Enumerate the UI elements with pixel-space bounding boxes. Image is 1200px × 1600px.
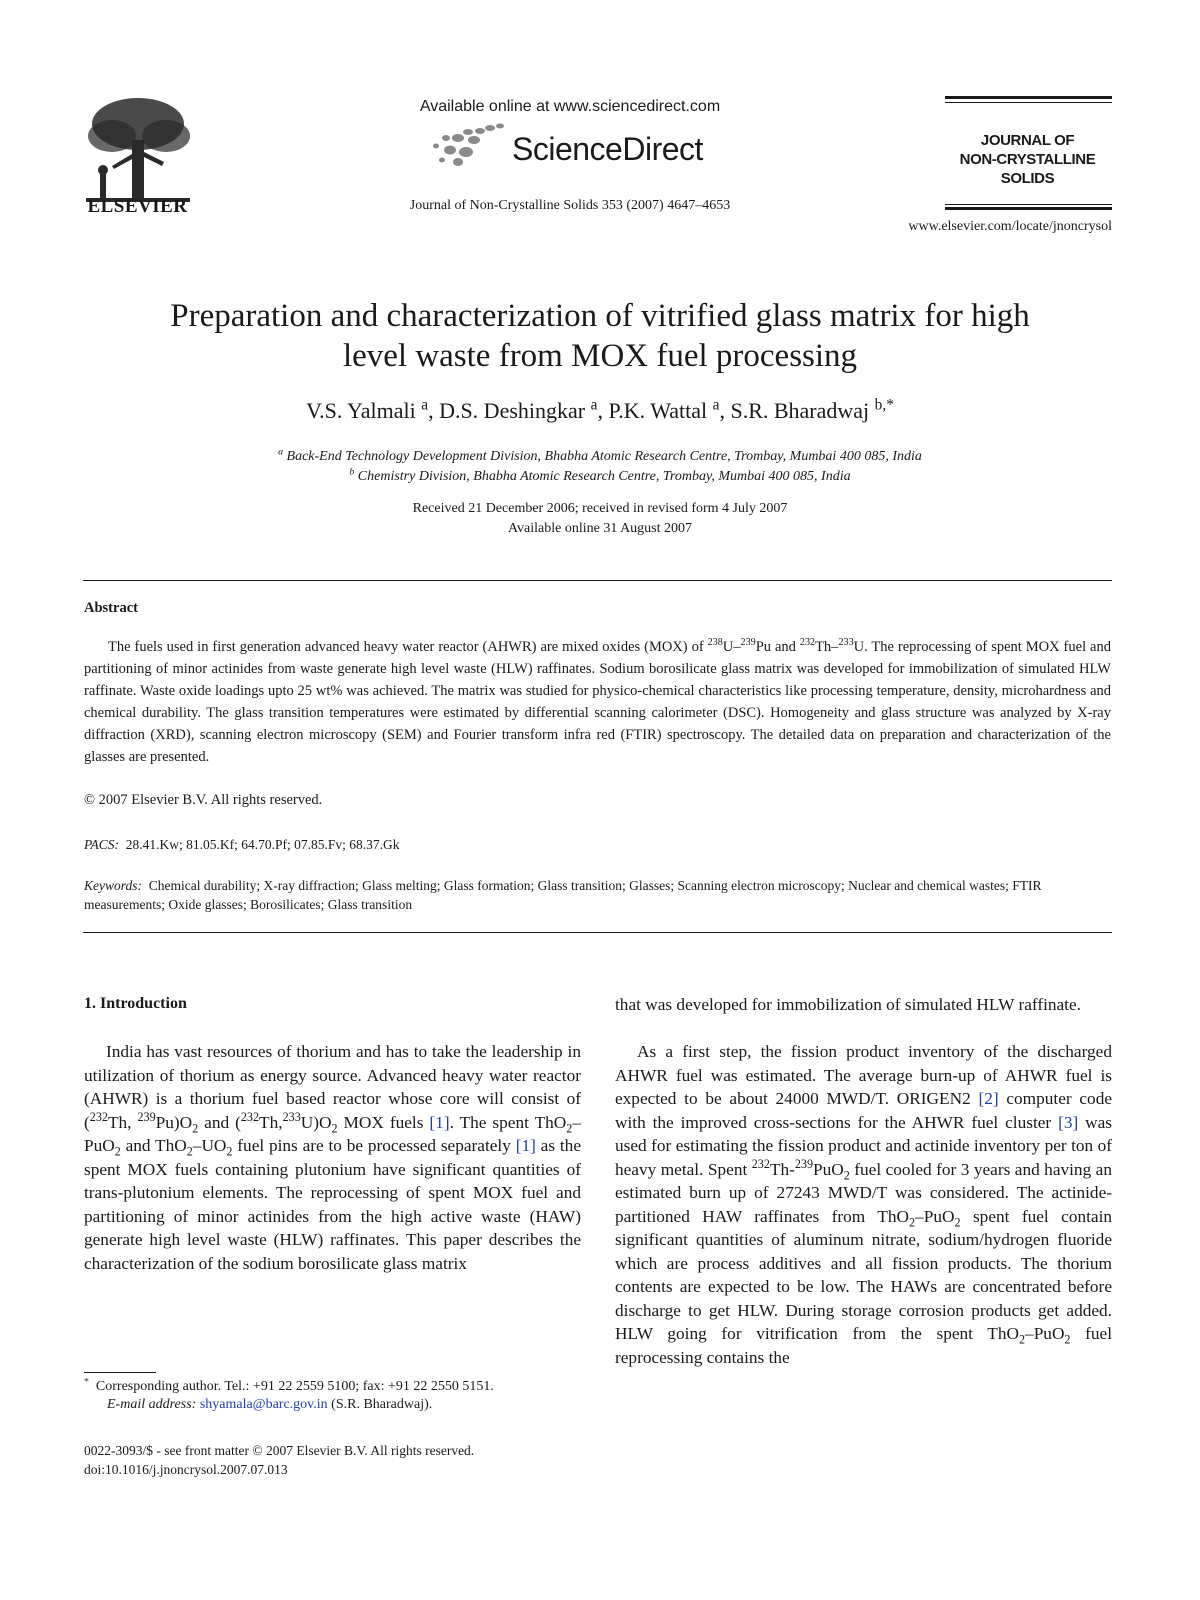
affiliation-text: Chemistry Division, Bhabha Atomic Research Centre, Trombay, Mumbai 400 085, India (357, 469, 851, 484)
available-online-date: Available online 31 August 2007 (507, 521, 693, 536)
author-name: D.S. Deshingkar (439, 398, 586, 423)
citation-link[interactable]: [2] (978, 1089, 999, 1108)
affiliation-text: Back-End Technology Development Division, Bhabha Atomic Research Centre, Trombay, Mumbai 400 085, India (286, 449, 922, 464)
publisher-name: ELSEVIER (87, 196, 188, 217)
abstract-heading: Abstract (84, 600, 138, 616)
keywords (84, 876, 1111, 914)
affiliation-mark[interactable]: a (712, 396, 720, 414)
affiliation-mark[interactable]: b,* (874, 396, 894, 414)
citation-link[interactable]: [1] (515, 1136, 536, 1155)
journal-name-line-2: NON-CRYSTALLINE SOLIDS (959, 151, 1096, 187)
received-dates: Received 21 December 2006; received in revised form 4 July 2007 (412, 501, 788, 516)
affiliation-mark: b (349, 466, 355, 478)
abstract-text: The fuels used in first generation advanced heavy water reactor (AHWR) are mixed oxides (MOX) of $^{238}$U–$^{239}$Pu and $^{232}$Th–$^{233}$U. The reprocessing of spent MOX fuel and partitioning of minor actinides from waste generate high level waste (HLW) raffinates. Sodium borosilicate glass matrix was developed for immobilization of simulated HLW raffinate. Waste oxide loadings upto 25 wt% was achieved. The matrix was studied for physico-chemical characteristics like processing temperature, density, microhardness and chemical durability. The glass transition temperatures were estimated by differential scanning calorimeter (DSC). Homogeneity and glass structure was analyzed by X-ray diffraction (XRD), scanning electron microscopy (SEM) and Fourier transform infra red (FTIR) spectroscopy. The detailed data on preparation and characterization of the glasses are presented. (84, 637, 1111, 765)
sciencedirect-wordmark: ScienceDirect (512, 131, 703, 167)
intro-paragraph-1-continued: that was developed for immobilization of simulated HLW raffinate. (615, 995, 1081, 1014)
affiliation-a (100, 446, 1100, 465)
email-owner: (S.R. Bharadwaj). (331, 1397, 433, 1412)
footnote-contact: Corresponding author. Tel.: +91 22 2559 5100; fax: +91 22 2550 5151. (95, 1379, 494, 1394)
author-list: V.S. Yalmali $^a$, D.S. Deshingkar $^a$, P.K. Wattal $^a$, S.R. Bharadwaj $^{b,*}$ (306, 396, 894, 423)
author-name: S.R. Bharadwaj (730, 398, 870, 423)
affiliation-mark[interactable]: a (421, 396, 429, 414)
intro-paragraph-1: India has vast resources of thorium and has to take the leadership in utilization of thorium as energy source. Advanced heavy water reactor (AHWR) is a thorium fuel based reactor whose core will consist of ($^{232}$Th, $^{239}Pu)O_2$ and $(^{232}Th,^{233}U)O_2$ MOX fuels [1]. The spent ThO$_2$–PuO$_2$ and $ThO_2-UO_2$ fuel pins are to be processed separately [1] as the spent MOX fuels containing plutonium have significant quantities of trans-plutonium elements. The reprocessing of spent MOX fuel and partitioning of minor actinides from the high active waste (HAW) generate high level waste (HLW) raffinates. This paper describes the characterization of the sodium borosilicate glass matrix (84, 1042, 581, 1273)
journal-rule-bottom-2 (945, 207, 1112, 210)
divider (83, 580, 1112, 581)
citation-link[interactable]: [3] (1058, 1112, 1079, 1132)
keywords-value: Chemical durability; X-ray diffraction; Glass melting; Glass formation; Glass transition; Glasses; Scanning electron microscopy; Nuclear and chemical wastes; FTIR measurements; Oxide glasses; Borosilicates; Glass transition (84, 878, 1042, 912)
issn-copyright: 0022-3093/$ - see front matter © 2007 Elsevier B.V. All rights reserved. (84, 1443, 475, 1458)
front-matter-info (84, 1441, 474, 1479)
journal-name-line-1: JOURNAL OF (980, 132, 1075, 149)
journal-rule-bottom-1 (945, 204, 1112, 205)
title-line-2: level waste from MOX fuel processing (342, 338, 858, 374)
citation-link[interactable]: [1] (429, 1112, 450, 1132)
sciencedirect-dots-icon (428, 122, 510, 168)
author-name: V.S. Yalmali (306, 398, 416, 423)
journal-citation: Journal of Non-Crystalline Solids 353 (2007) 4647–4653 (409, 198, 731, 213)
author-name: P.K. Wattal (608, 398, 708, 423)
pacs-value: 28.41.Kw; 81.05.Kf; 64.70.Pf; 07.85.Fv; 68.37.Gk (125, 837, 400, 852)
abstract-copyright: © 2007 Elsevier B.V. All rights reserved. (84, 792, 323, 808)
affiliation-mark: a (278, 446, 284, 458)
article-history (200, 499, 1000, 539)
journal-url-link[interactable]: www.elsevier.com/locate/jnoncrysol (908, 219, 1112, 234)
corresponding-author-footnote (84, 1378, 584, 1414)
title-line-1: Preparation and characterization of vitrified glass matrix for high (170, 298, 1030, 334)
affiliation-b (100, 466, 1100, 485)
email-label: E-mail address: (107, 1397, 197, 1412)
journal-name (935, 131, 1120, 188)
intro-paragraph-2: As a first step, the fission product inventory of the discharged AHWR fuel was estimated. The average burn-up of AHWR fuel is expected to be about 24000 MWD/T. ORIGEN2 [2] computer code with the improved cross-sections for the AHWR fuel cluster [3] was used for estimating the fission product and actinide inventory per ton of heavy metal. Spent $^{232}$Th-$^{239}$PuO$_2$ fuel cooled for 3 years and having an estimated burn up of 27243 MWD/T was considered. The actinide-partitioned HAW raffinates from ThO$_2$–PuO$_2$ spent fuel contain significant quantities of aluminum nitrate, sodium/hydrogen fluoride which are process additives and all fission products. The thorium contents are expected to be low. The HAWs are concentrated before discharge to get HLW. During storage corrosion products get added. HLW going for vitrification from the spent ThO$_2$–PuO$_2$ fuel reprocessing contains the (615, 1042, 1113, 1367)
email-link[interactable]: shyamala@barc.gov.in (199, 1397, 328, 1412)
article-title (100, 296, 1100, 376)
footnote-mark: * (84, 1376, 89, 1388)
affiliation-mark[interactable]: a (590, 396, 598, 414)
section-heading: 1. Introduction (84, 995, 187, 1012)
divider (83, 932, 1112, 933)
journal-rule-top-2 (945, 102, 1112, 103)
pacs-codes (84, 837, 400, 853)
doi: doi:10.1016/j.jnoncrysol.2007.07.013 (84, 1462, 288, 1477)
journal-rule-top-1 (945, 96, 1112, 99)
keywords-label: Keywords: (84, 878, 142, 893)
available-online-text: Available online at www.sciencedirect.com (419, 98, 721, 115)
footnote-rule (84, 1372, 156, 1373)
pacs-label: PACS: (84, 837, 120, 852)
